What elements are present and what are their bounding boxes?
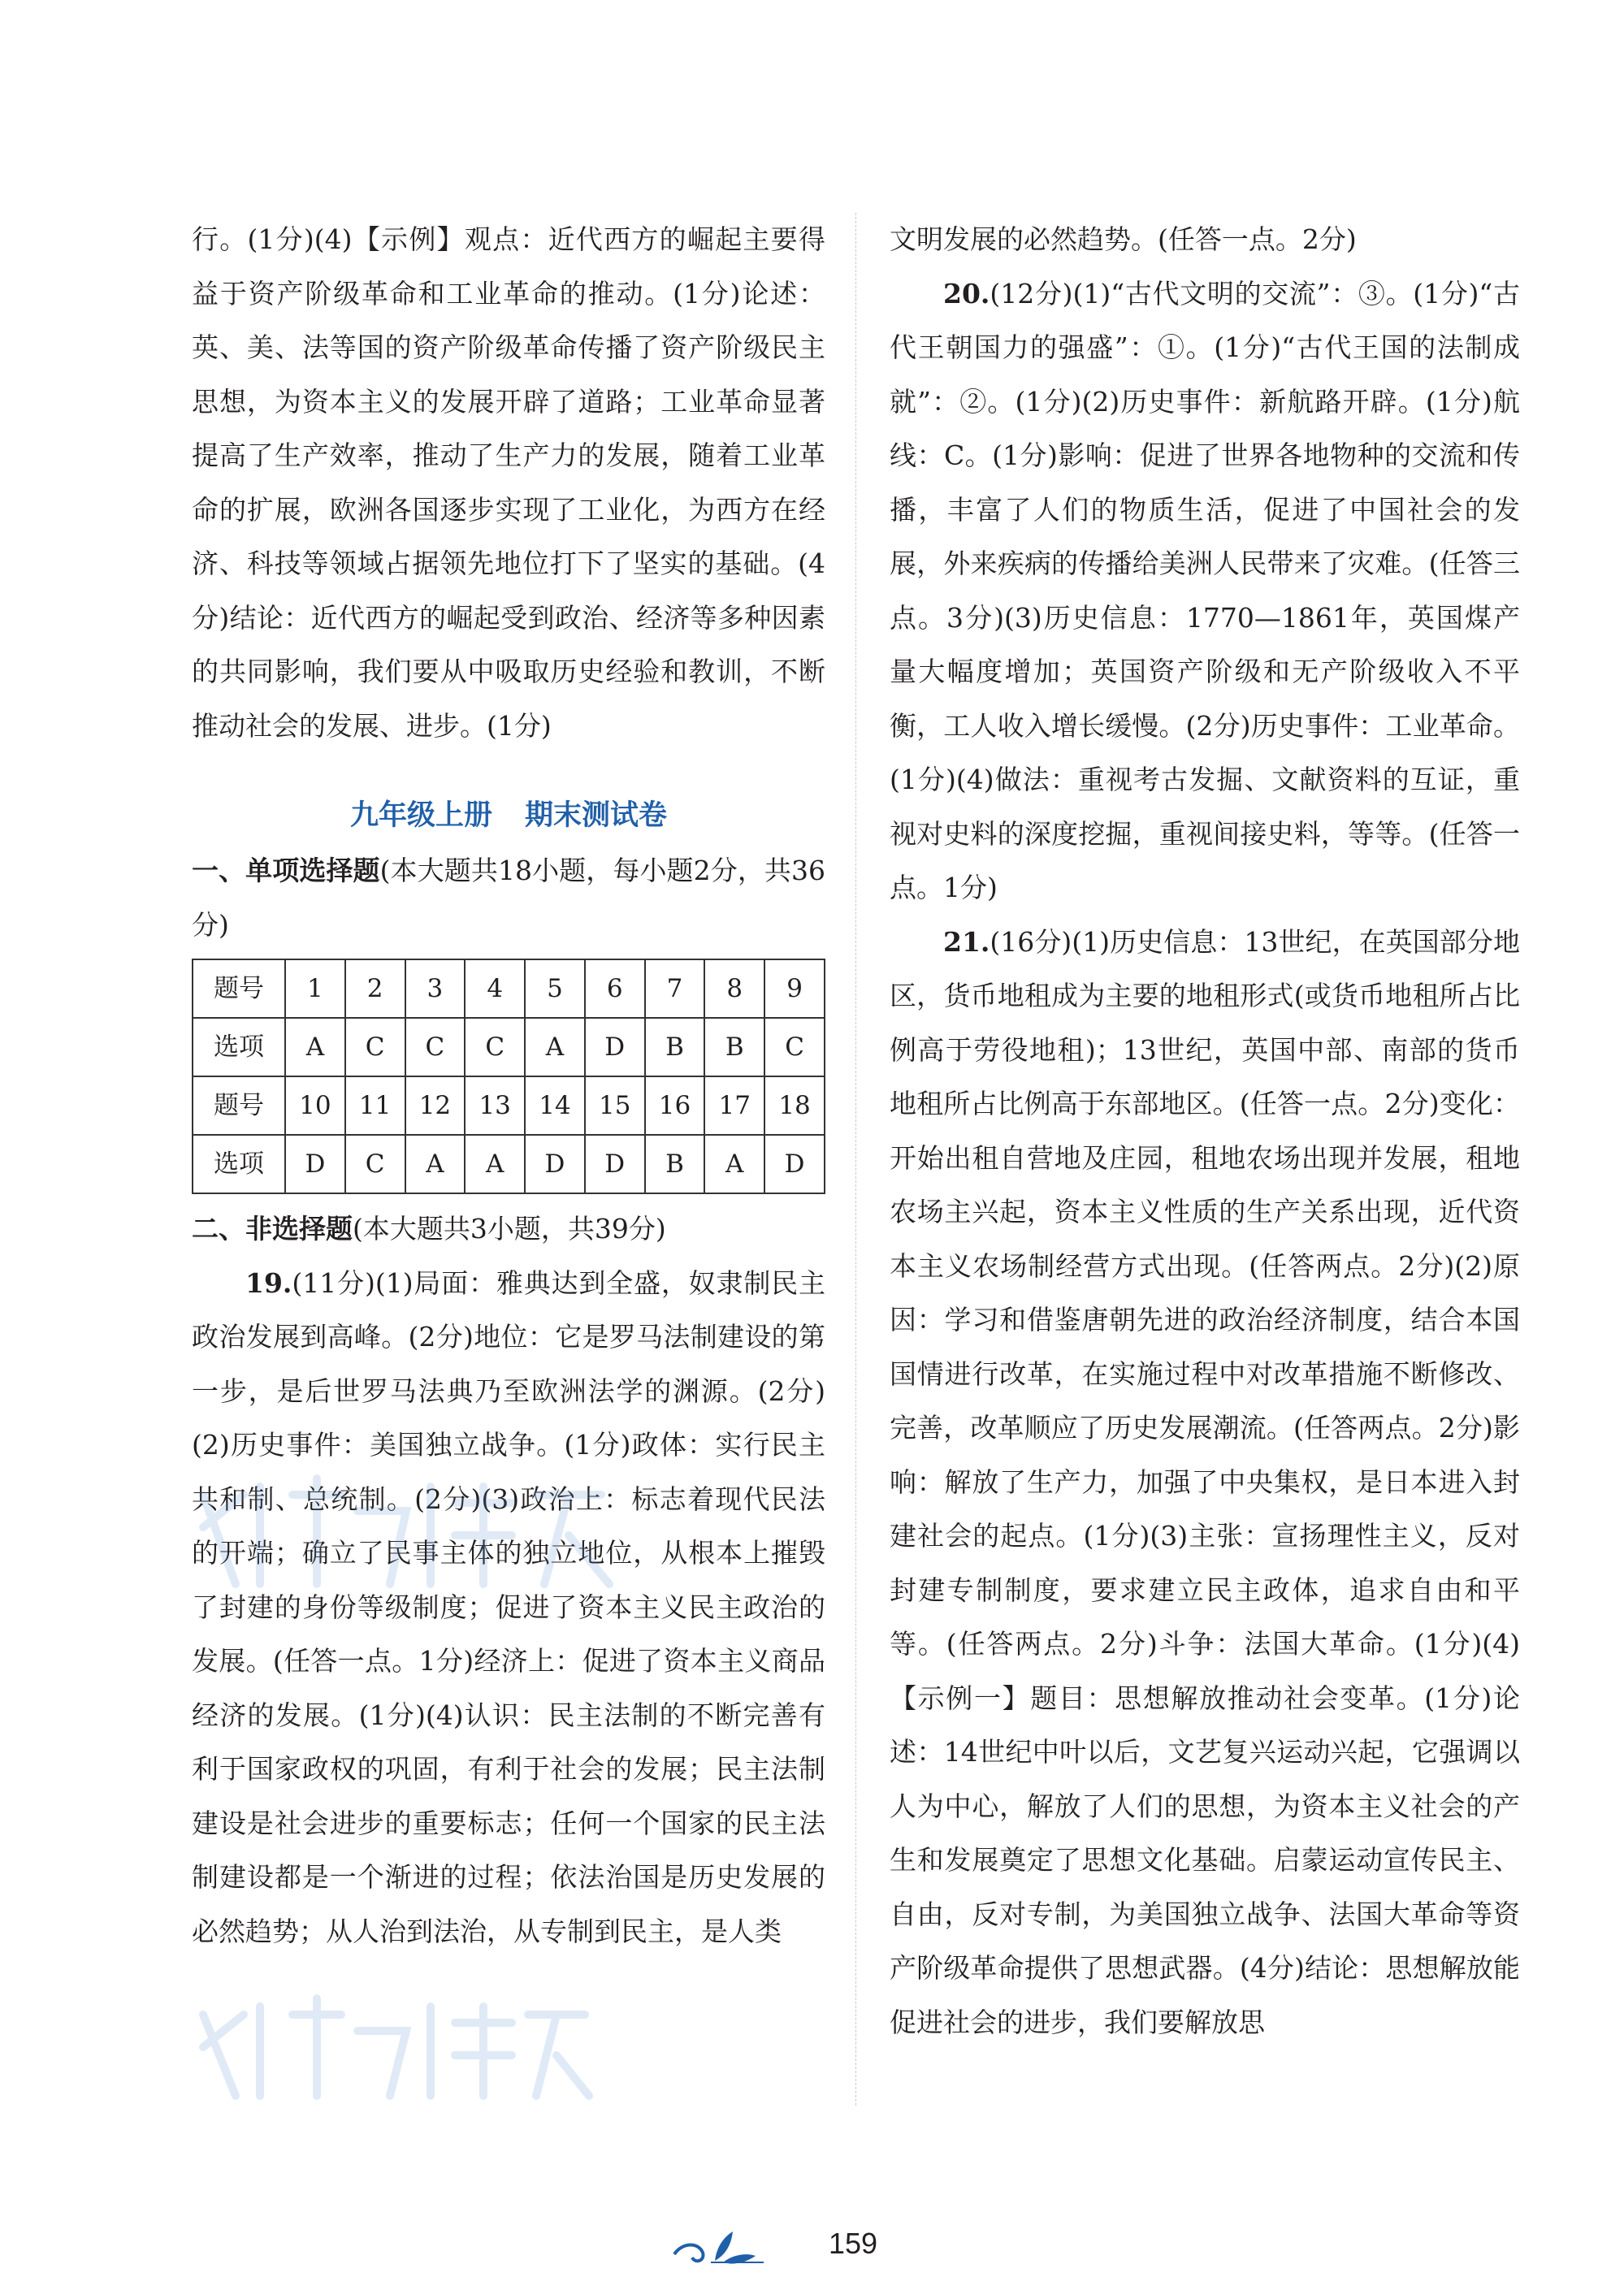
answer-table-cell: 5 (525, 959, 585, 1018)
answer-table-row (193, 1018, 825, 1076)
answer-table-cell: C (764, 1018, 825, 1076)
answer-table-cell: 9 (764, 959, 825, 1018)
left-column (192, 213, 825, 1959)
answer-table-row (193, 959, 825, 1018)
answer-table-cell: 4 (465, 959, 525, 1018)
answer-table-cell: B (645, 1018, 705, 1076)
answer-table-row-header: 选项 (193, 1018, 285, 1076)
answer-table-cell: 14 (525, 1076, 585, 1135)
right-column (890, 213, 1520, 2050)
answer-table-cell: 6 (585, 959, 645, 1018)
answer-table-cell: D (585, 1018, 645, 1076)
question-19-number: 19. (245, 1266, 292, 1299)
answer-table-row-header: 选项 (193, 1135, 285, 1193)
answer-table-cell: A (525, 1018, 585, 1076)
answer-table-cell: 17 (704, 1076, 764, 1135)
answer-table-cell: 13 (465, 1076, 525, 1135)
answer-table-cell: A (704, 1135, 764, 1193)
answer-table-cell: 3 (405, 959, 466, 1018)
section-title (192, 789, 825, 842)
leaf-swirl-logo-icon (666, 2222, 780, 2271)
answer-table-cell: 16 (645, 1076, 705, 1135)
answer-table-cell: A (285, 1018, 345, 1076)
mc-heading (192, 844, 825, 952)
answer-table-cell: 10 (285, 1076, 345, 1135)
answer-table-row-header: 题号 (193, 959, 285, 1018)
question-20-number: 20. (943, 277, 990, 310)
answer-table-cell: C (345, 1135, 405, 1193)
question-21-number: 21. (943, 925, 990, 958)
section-title-grade: 九年级上册 (349, 799, 492, 832)
answer-table-cell: D (585, 1135, 645, 1193)
column-divider (855, 213, 856, 2106)
nonmc-heading-title: 二、非选择题 (192, 1213, 353, 1245)
answer-table-cell: 11 (345, 1076, 405, 1135)
answer-table-row-header: 题号 (193, 1076, 285, 1135)
answer-table-cell: 18 (764, 1076, 825, 1135)
answer-table-cell: A (405, 1135, 466, 1193)
answer-table-cell: A (465, 1135, 525, 1193)
answer-table-cell: 1 (285, 959, 345, 1018)
page-footer (0, 2222, 1624, 2271)
mc-heading-title: 一、单项选择题 (192, 855, 380, 886)
question-21 (890, 916, 1520, 2050)
answer-table-row (193, 1135, 825, 1193)
question-19-text: (11分)(1)局面：雅典达到全盛，奴隶制民主政治发展到高峰。(2分)地位：它是罗马法制建设的第一步，是后世罗马法典乃至欧洲法学的渊源。(2分)(2)历史事件：美国独立战争。(1分)政体：实行民主共和制、总统制。(2分)(3)政治上：标志着现代民法的开端；确立了民事主体的独立地位，从根本上摧毁了封建的身份等级制度；促进了资本主义民主政治的发展。(任答一点。1分)经济上：促进了资本主义商品经济的发展。(1分)(4)认识：民主法制的不断完善有利于国家政权的巩固，有利于社会的发展；民主法制建设是社会进步的重要标志；任何一个国家的民主法制建设都是一个渐进的过程；依法治国是历史发展的必然趋势；从人治到法治，从专制到民主，是人类 (192, 1266, 825, 1947)
question-21-text: (16分)(1)历史信息：13世纪，在英国部分地区，货币地租成为主要的地租形式(或货币地租所占比例高于劳役地租)；13世纪，英国中部、南部的货币地租所占比例高于东部地区。(任答一点。2分)变化：开始出租自营地及庄园，租地农场出现并发展，租地农场主兴起，资本主义性质的生产关系出现，近代资本主义农场制经营方式出现。(任答两点。2分)(2)原因：学习和借鉴唐朝先进的政治经济制度，结合本国国情进行改革，在实施过程中对改革措施不断修改、完善，改革顺应了历史发展潮流。(任答两点。2分)影响：解放了生产力，加强了中央集权，是日本进入封建社会的起点。(1分)(3)主张：宣扬理性主义，反对封建专制制度，要求建立民主政体，追求自由和平等。(任答两点。2分)斗争：法国大革命。(1分)(4)【示例一】题目：思想解放推动社会变革。(1分)论述：14世纪中叶以后，文艺复兴运动兴起，它强调以人为中心，解放了人们的思想，为资本主义社会的产生和发展奠定了思想文化基础。启蒙运动宣传民主、自由，反对专制，为美国独立战争、法国大革命等资产阶级革命提供了思想武器。(4分)结论：思想解放能促进社会的进步，我们要解放思 (890, 925, 1520, 2038)
answer-table-cell: D (285, 1135, 345, 1193)
answer-table-cell: 8 (704, 959, 764, 1018)
question-20-text: (12分)(1)“古代文明的交流”：③。(1分)“古代王朝国力的强盛”：①。(1分)“古代王国的法制成就”：②。(1分)(2)历史事件：新航路开辟。(1分)航线：C。(1分)影响：促进了世界各地物种的交流和传播，丰富了人们的物质生活，促进了中国社会的发展，外来疾病的传播给美洲人民带来了灾难。(任答三点。3分)(3)历史信息：1770—1861年，英国煤产量大幅度增加；英国资产阶级和无产阶级收入不平衡，工人收入增长缓慢。(2分)历史事件：工业革命。(1分)(4)做法：重视考古发掘、文献资料的互证，重视对史料的深度挖掘，重视间接史料，等等。(任答一点。1分) (890, 277, 1520, 903)
answer-table-cell: D (764, 1135, 825, 1193)
answer-table (192, 959, 825, 1194)
question-19 (192, 1257, 825, 1959)
question-20 (890, 267, 1520, 916)
left-paragraph-1: 行。(1分)(4)【示例】观点：近代西方的崛起主要得益于资产阶级革命和工业革命的推动。(1分)论述：英、美、法等国的资产阶级革命传播了资产阶级民主思想，为资本主义的发展开辟了道路；工业革命显著提高了生产效率，推动了生产力的发展，随着工业革命的扩展，欧洲各国逐步实现了工业化，为西方在经济、科技等领域占据领先地位打下了坚实的基础。(4分)结论：近代西方的崛起受到政治、经济等多种因素的共同影响，我们要从中吸取历史经验和教训，不断推动社会的发展、进步。(1分) (192, 223, 825, 742)
answer-table-cell: D (525, 1135, 585, 1193)
answer-table-cell: 7 (645, 959, 705, 1018)
mc-heading-sub: (本大题共18小题，每小题2分，共36分) (192, 855, 825, 941)
answer-table-cell: C (345, 1018, 405, 1076)
answer-table-cell: C (405, 1018, 466, 1076)
answer-table-cell: C (465, 1018, 525, 1076)
answer-table-row (193, 1076, 825, 1135)
right-paragraph-1: 文明发展的必然趋势。(任答一点。2分) (890, 223, 1357, 255)
page-number: 159 (829, 2227, 878, 2260)
watermark-stamp-bottom (187, 1982, 593, 2104)
answer-table-cell: 12 (405, 1076, 466, 1135)
nonmc-heading-sub: (本大题共3小题，共39分) (353, 1213, 666, 1245)
answer-table-cell: B (704, 1018, 764, 1076)
answer-table-cell: 2 (345, 959, 405, 1018)
section-title-exam: 期末测试卷 (525, 799, 668, 832)
answer-table-cell: B (645, 1135, 705, 1193)
answer-table-cell: 15 (585, 1076, 645, 1135)
nonmc-heading (192, 1202, 825, 1257)
